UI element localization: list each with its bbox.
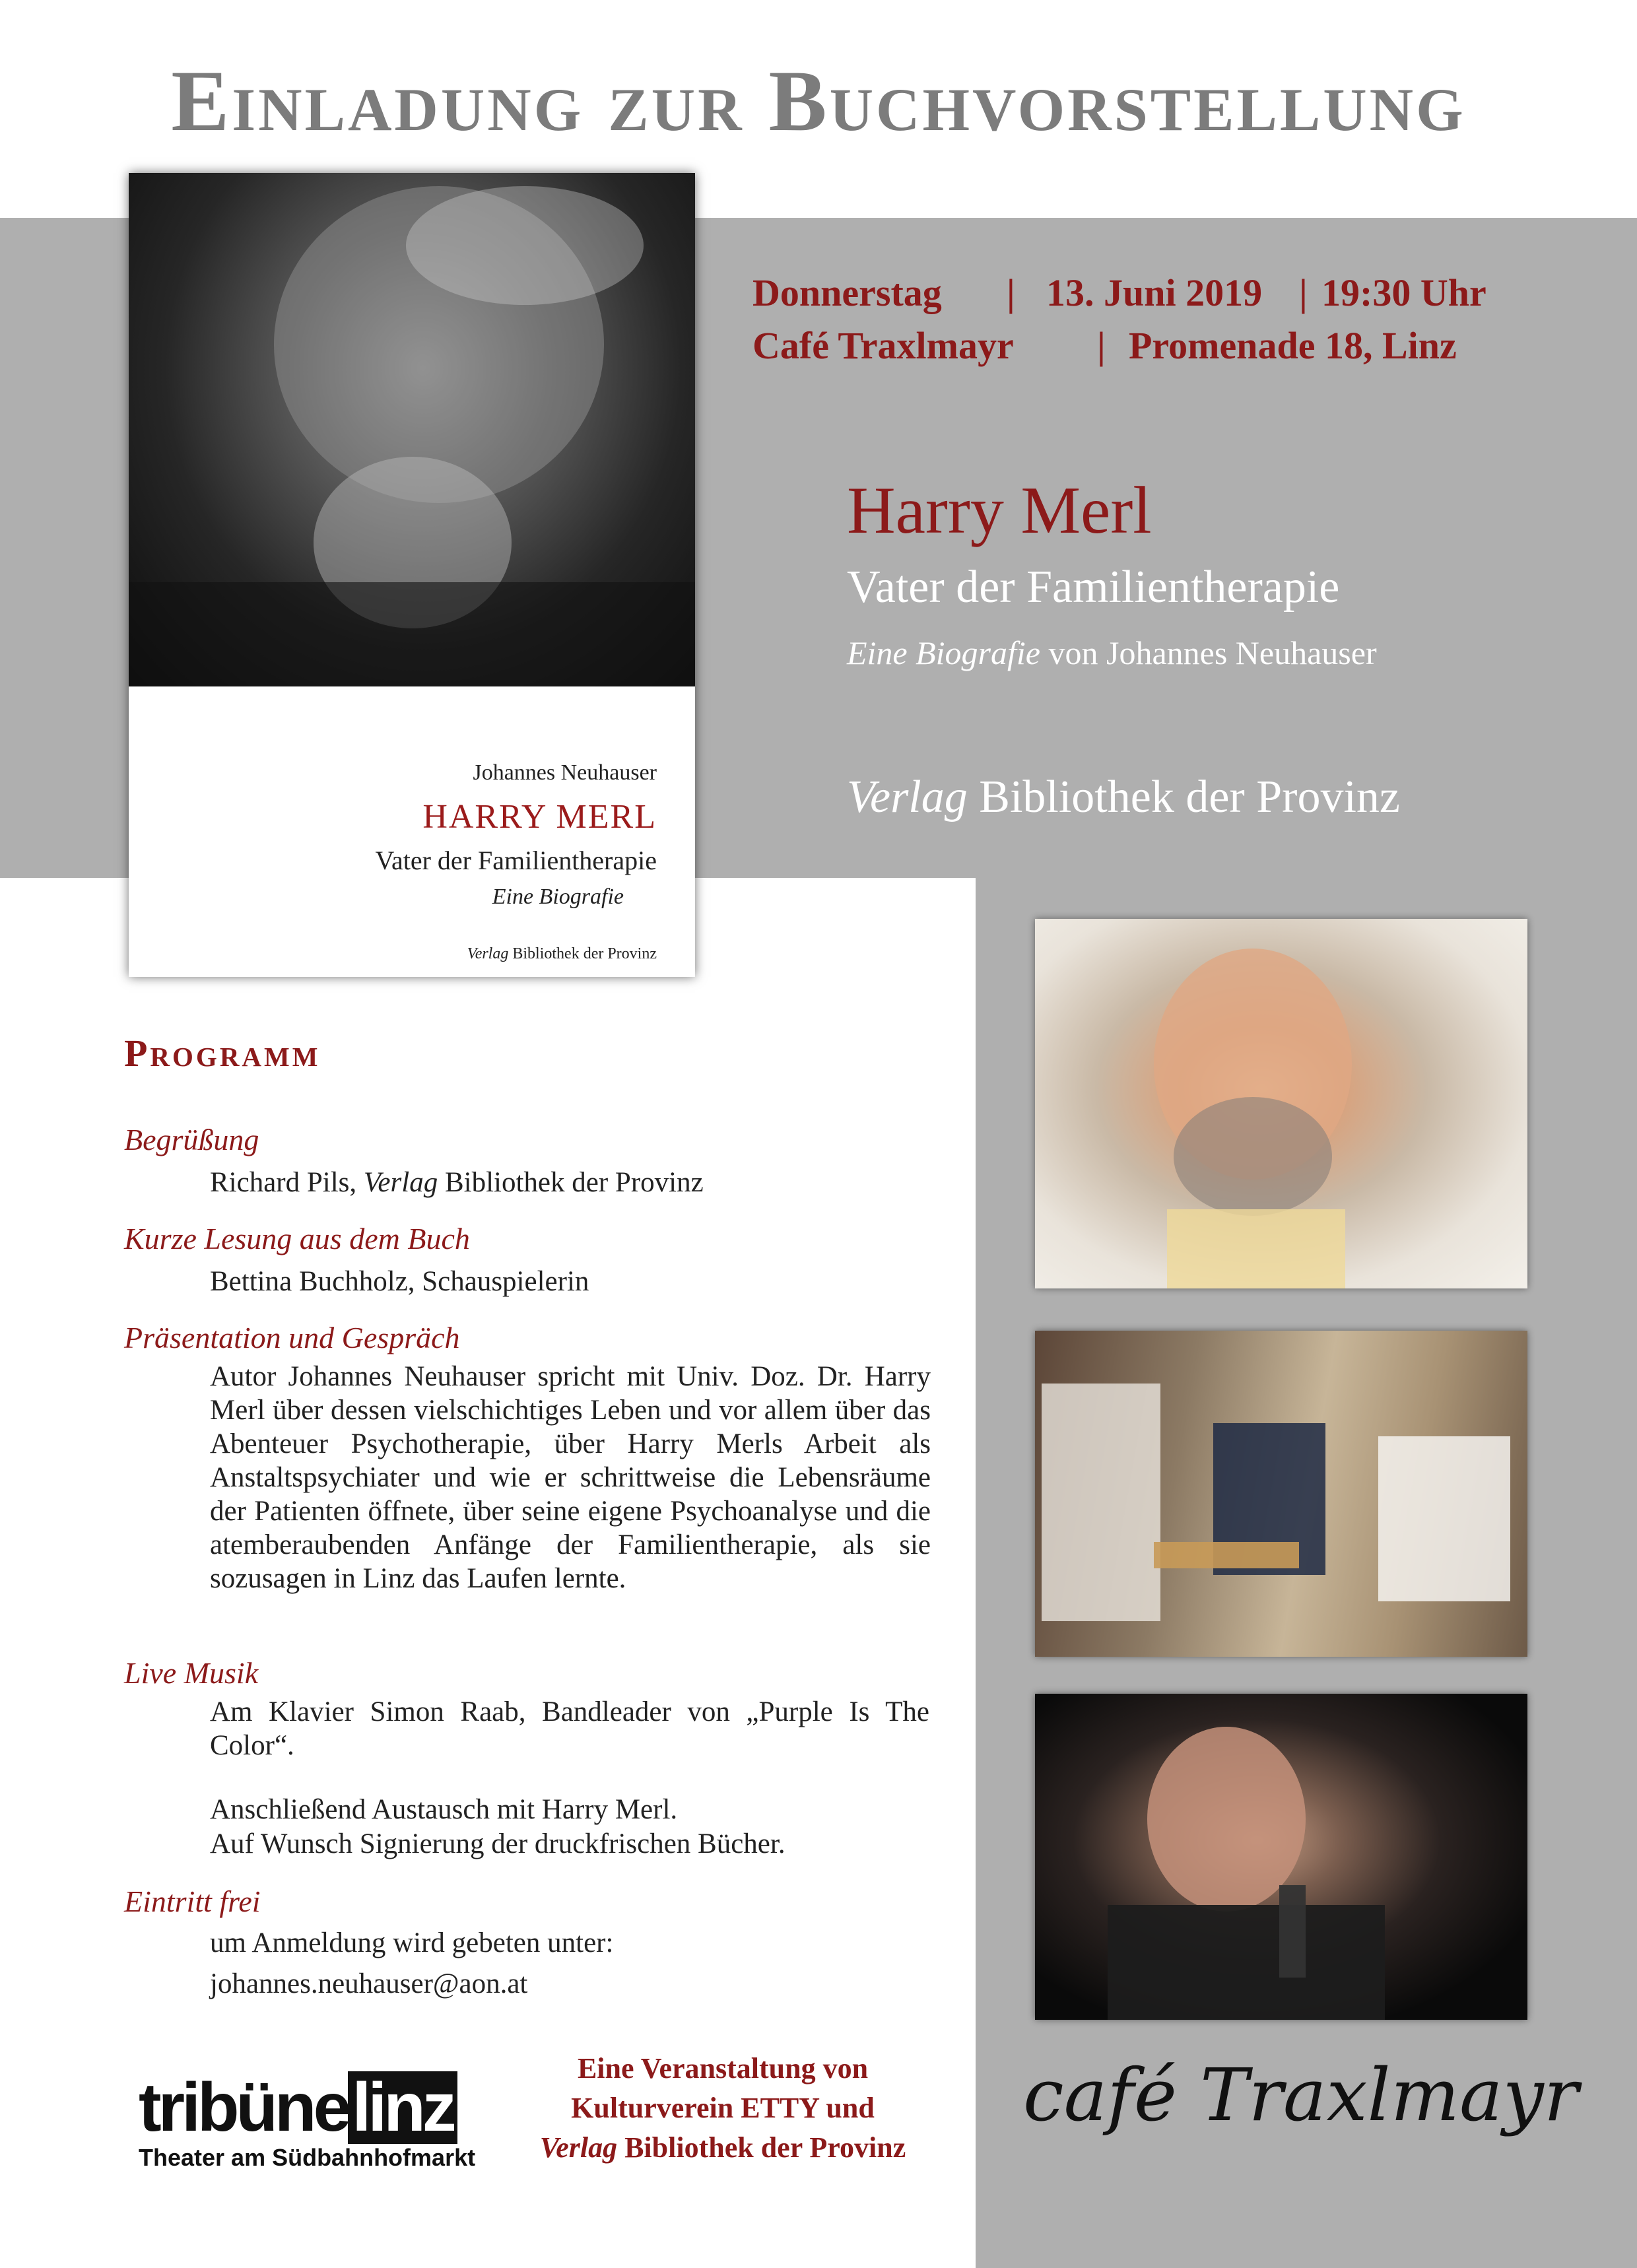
therapy-session-photo: [1035, 1331, 1527, 1657]
cover-portrait-photo: [129, 173, 695, 686]
section-body: Am Klavier Simon Raab, Bandleader von „Purple Is The Color“.: [210, 1696, 929, 1761]
cover-publisher: [129, 945, 657, 963]
portrait-silhouette: [129, 173, 695, 686]
banner-byline: [847, 634, 1377, 672]
cover-genre: Eine Biografie: [492, 884, 624, 909]
cover-text-area: [129, 686, 695, 977]
banner-subtitle: Vater der Familientherapie: [847, 562, 1340, 613]
tribune-subtitle: Theater am Südbahnhofmarkt: [139, 2144, 476, 2171]
event-day: Donnerstag: [752, 271, 942, 314]
page-title: Einladung zur Buchvorstellung: [171, 52, 1466, 149]
cover-subtitle: Vater der Familientherapie: [375, 846, 657, 875]
organizer-line: Eine Veranstaltung von: [577, 2052, 869, 2085]
section-line: um Anmeldung wird gebeten unter:: [210, 1927, 614, 1958]
speaker-shape: [1035, 1694, 1527, 2020]
section-line: Anschließend Austausch mit Harry Merl.: [210, 1794, 678, 1825]
separator: |: [1007, 271, 1015, 314]
speaker-photo: [1035, 1694, 1527, 2020]
contact-email[interactable]: johannes.neuhauser@aon.at: [210, 1968, 528, 1999]
program-heading: Programm: [124, 1032, 321, 1075]
banner-publisher-rest: Bibliothek der Provinz: [967, 772, 1400, 822]
event-venue: Café Traxlmayr: [752, 324, 1014, 367]
organizer-line: [515, 2131, 931, 2164]
banner-publisher-italic: Verlag: [847, 772, 968, 822]
logo-word: tribüne: [139, 2069, 349, 2146]
event-date: 13. Juni 2019: [1046, 271, 1263, 314]
section-body: [210, 1166, 929, 1199]
s1-text: Richard Pils,: [210, 1167, 364, 1198]
face-shape: [1035, 919, 1527, 1288]
section-heading: Begrüßung: [124, 1123, 259, 1156]
event-address: Promenade 18, Linz: [1129, 324, 1457, 367]
section-body: Autor Johannes Neuhauser spricht mit Univ. Doz. Dr. Harry Merl über dessen vielschichtiges Leben und vor allem über das Abenteuer Psychotherapie, über Harry Merls Arbeit als Anstaltspsychiater und wie er schrittweise die Lebensräume der Patienten öffnete, über seine eigene Psychoanalyse und die atemberaubenden Anfänge der Familientherapie, als sie sozusagen in Linz das Laufen lernte.: [210, 1361, 931, 1594]
book-cover: [129, 173, 695, 977]
section-body: Bettina Buchholz, Schauspielerin: [210, 1266, 589, 1297]
section-heading: Live Musik: [124, 1656, 259, 1690]
scene-shapes: [1035, 1331, 1527, 1657]
banner-name: Harry Merl: [847, 473, 1152, 548]
cover-title: HARRY MERL: [422, 798, 657, 836]
section-line: Auf Wunsch Signierung der druckfrischen Bücher.: [210, 1828, 785, 1859]
cover-author: Johannes Neuhauser: [473, 760, 657, 785]
separator: |: [1299, 271, 1308, 314]
cafe-traxlmayr-logo: café Traxlmayr: [1023, 2053, 1579, 2137]
banner-byline-italic: Eine Biografie: [847, 634, 1040, 671]
cover-publisher-italic: Verlag: [467, 945, 509, 962]
event-time: 19:30 Uhr: [1321, 271, 1487, 314]
logo-word: linz: [348, 2071, 457, 2144]
separator: |: [1097, 324, 1106, 367]
s1-italic: Verlag: [363, 1167, 438, 1198]
banner-publisher: [847, 771, 1400, 824]
tribune-linz-logo: [139, 2071, 457, 2144]
section-heading: Kurze Lesung aus dem Buch: [124, 1222, 470, 1255]
organizer-line: Kulturverein ETTY und: [571, 2092, 875, 2124]
s1-text: Bibliothek der Provinz: [438, 1167, 704, 1198]
section-heading: Präsentation und Gespräch: [124, 1321, 460, 1354]
organizer-italic: Verlag: [539, 2131, 618, 2164]
cover-publisher-rest: Bibliothek der Provinz: [508, 945, 657, 962]
banner-byline-rest: von Johannes Neuhauser: [1040, 634, 1377, 671]
organizer-rest: Bibliothek der Provinz: [617, 2131, 906, 2164]
section-heading: Eintritt frei: [124, 1884, 261, 1918]
harry-merl-photo: [1035, 919, 1527, 1288]
